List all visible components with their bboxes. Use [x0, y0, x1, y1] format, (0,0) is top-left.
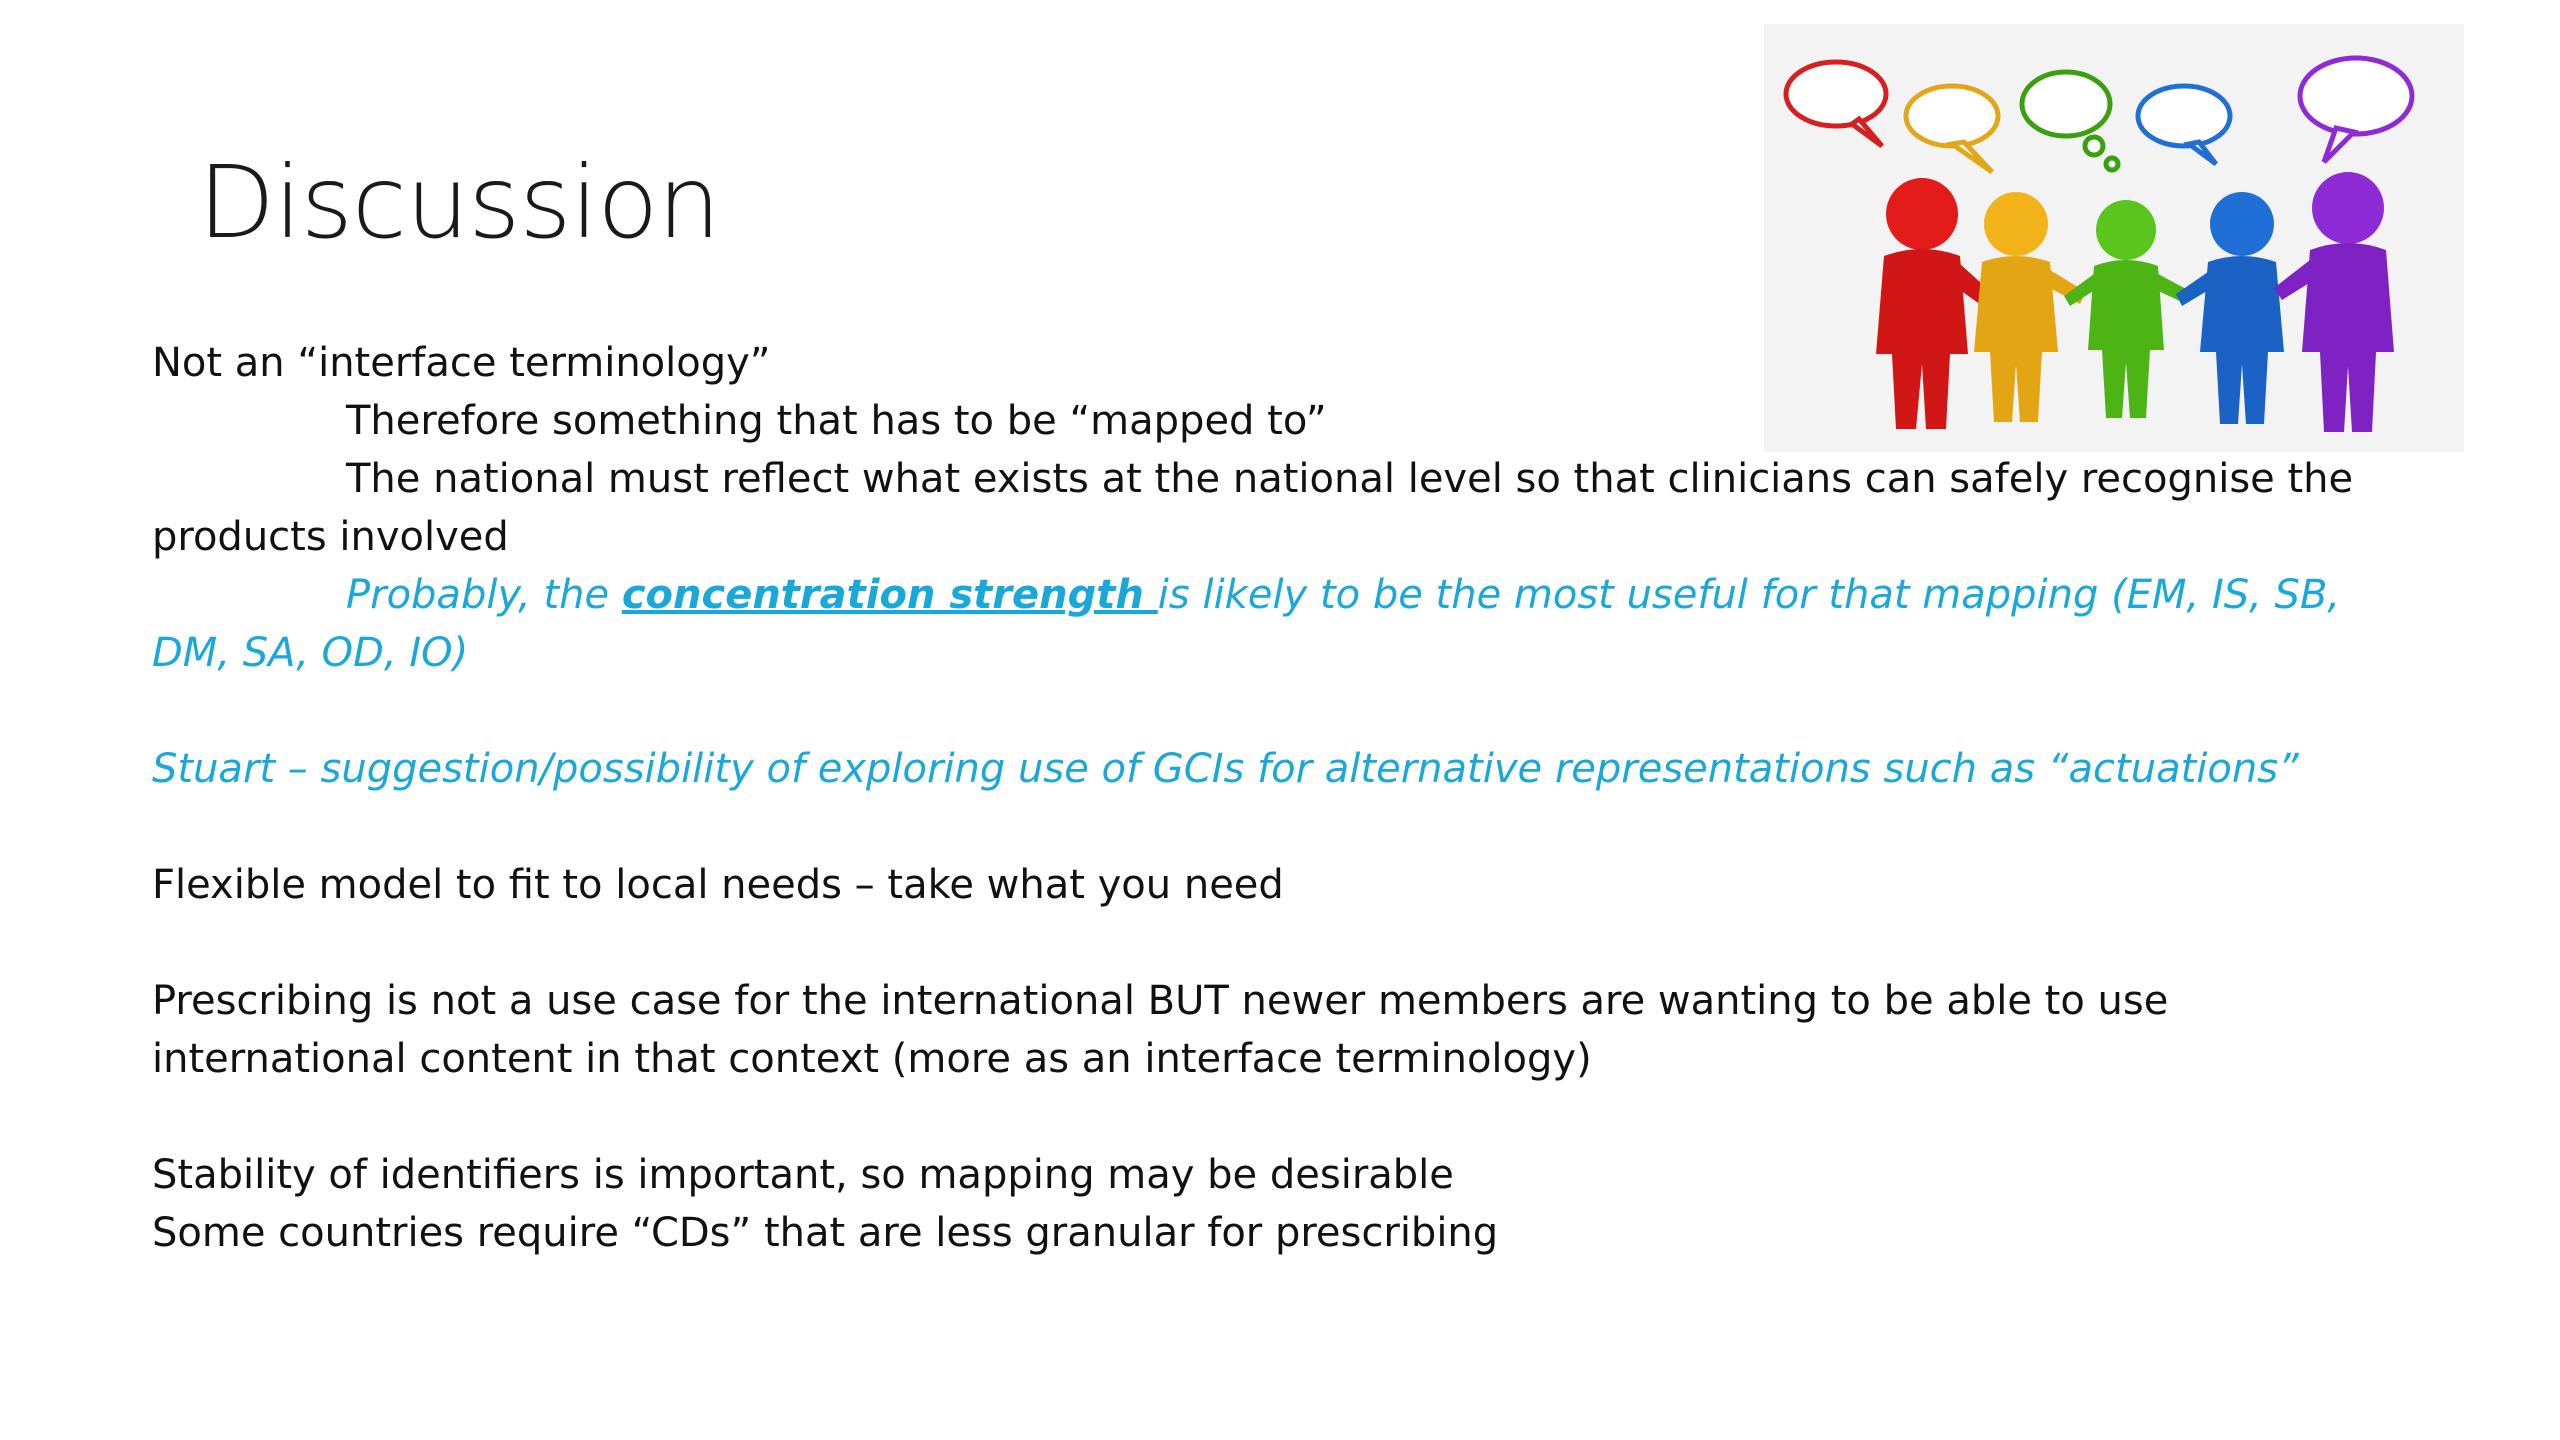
spacer: [152, 798, 2352, 856]
body-line-7: Stuart – suggestion/possibility of exploring use of GCIs for alternative representations such as “actuations”: [152, 746, 2299, 792]
spacer: [152, 914, 2352, 972]
spacer: [152, 1088, 2352, 1146]
body-line-6: DM, SA, OD, IO): [152, 630, 469, 676]
body-line-3: The national must reflect what exists at the national level so that clinicians can safely recognise the: [346, 456, 2354, 502]
spacer: [152, 682, 2352, 740]
slide-title: Discussion: [198, 144, 720, 261]
body-line-5: [152, 566, 2352, 624]
body-line-4: products involved: [152, 514, 509, 560]
body-line-11: Stability of identifiers is important, so mapping may be desirable: [152, 1152, 1454, 1198]
body-line-12: Some countries require “CDs” that are less granular for prescribing: [152, 1210, 1499, 1256]
slide-body: [152, 334, 2352, 1262]
body-line-5-end: is likely to be the most useful for that mapping (EM, IS, SB,: [1157, 572, 2341, 618]
concentration-strength-link[interactable]: concentration strength: [621, 572, 1158, 618]
body-line-5-start: Probably, the: [346, 572, 622, 618]
body-line-10: international content in that context (more as an interface terminology): [152, 1036, 1592, 1082]
body-line-8: Flexible model to fit to local needs – take what you need: [152, 862, 1284, 908]
body-line-9: Prescribing is not a use case for the international BUT newer members are wanting to be able to use: [152, 978, 2169, 1024]
body-line-1: Not an “interface terminology”: [152, 340, 771, 386]
body-line-2: Therefore something that has to be “mapped to”: [346, 398, 1327, 444]
